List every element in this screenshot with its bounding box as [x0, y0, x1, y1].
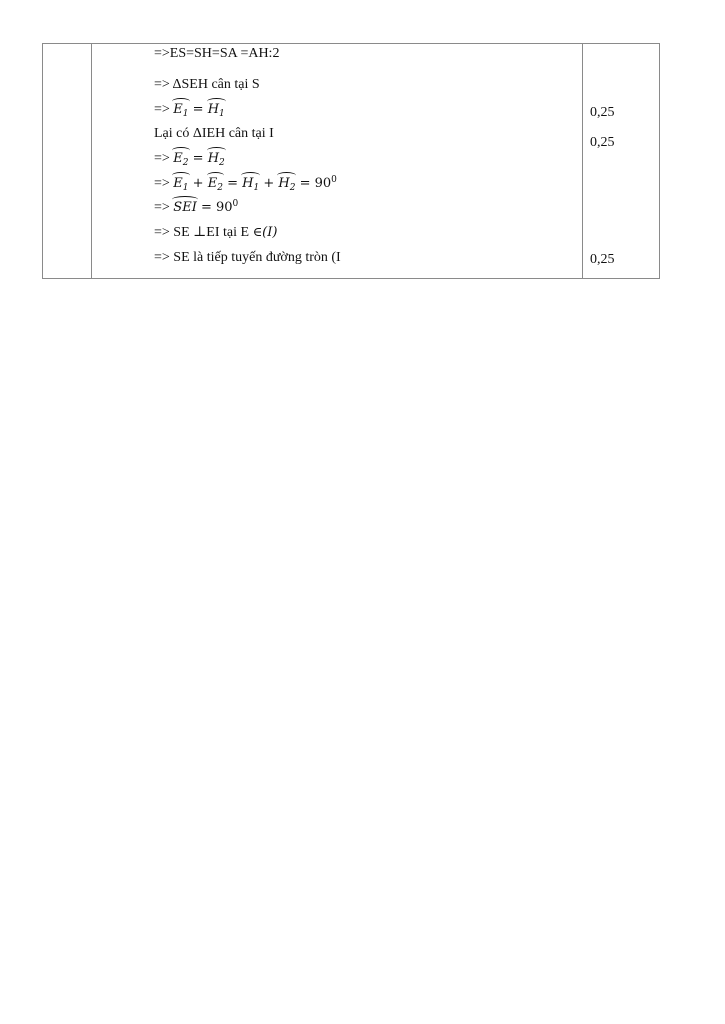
proof-line: => SE là tiếp tuyến đường tròn (I — [154, 250, 341, 265]
answer-table — [42, 43, 660, 279]
proof-line: => $E_1 + E_2 = H_1 + H_2 = 90^0$ — [154, 175, 337, 193]
column-divider — [582, 44, 583, 278]
proof-line: => $E_2 = H_2$ — [154, 151, 225, 168]
proof-line: Lại có ΔIEH cân tại I — [154, 126, 274, 141]
score-value: 0,25 — [590, 135, 615, 150]
proof-line: => ΔSEH cân tại S — [154, 77, 260, 92]
proof-line: => SEI = $90^0$ — [154, 199, 239, 215]
proof-line: =>ES=SH=SA =AH:2 — [154, 46, 280, 61]
score-value: 0,25 — [590, 105, 615, 120]
score-value: 0,25 — [590, 252, 615, 267]
proof-line: => $E_1 = H_1$ — [154, 102, 225, 119]
column-divider — [91, 44, 92, 278]
proof-line: => SE ⊥EI tại E ∈(I) — [154, 225, 278, 240]
